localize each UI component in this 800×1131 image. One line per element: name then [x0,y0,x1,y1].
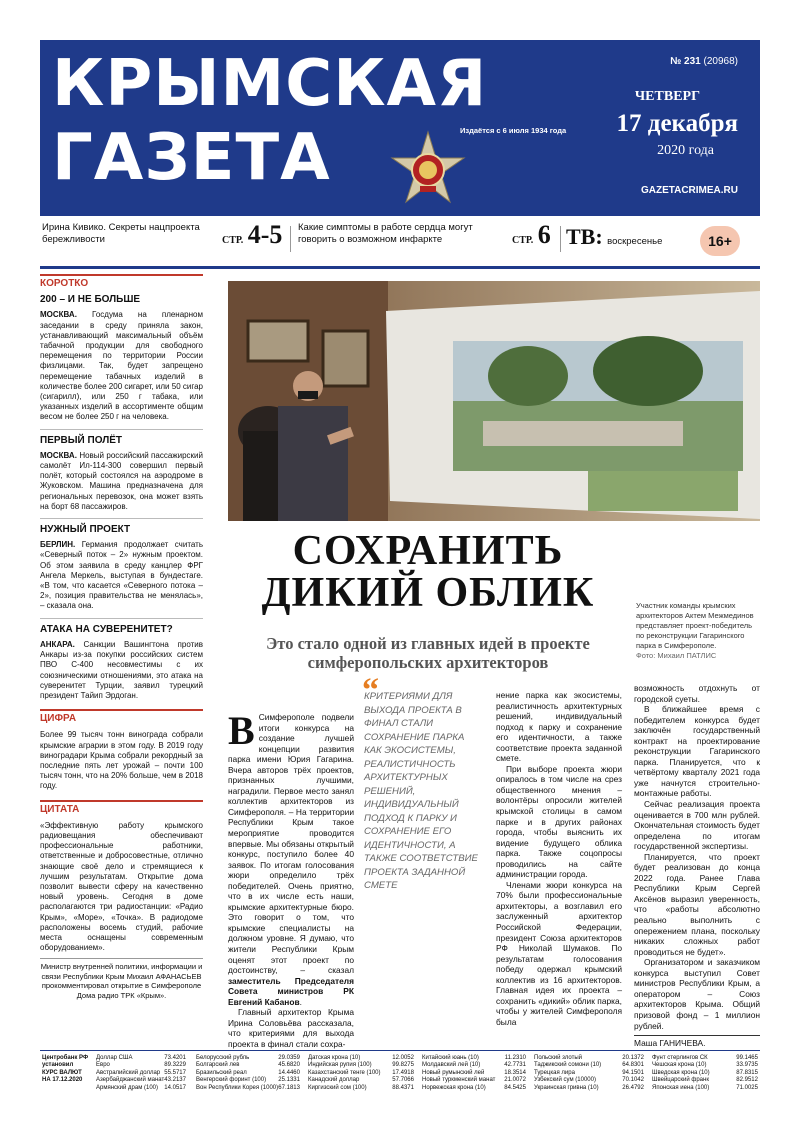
news-title: 200 – И НЕ БОЛЬШЕ [40,294,141,306]
currency-row [96,1077,186,1084]
currency-name: Новый туркменский манат [422,1077,496,1084]
currency-column [96,1055,186,1092]
figure-text: Более 99 тысяч тонн винограда собрали крымские аграрии в этом году. В 2019 году виноградари Крыма собрали рекордный за последние пять лет урожай – почти 100 тысяч тонн, что на 20% больше, чем в 2018 году. [40,730,203,791]
news-text: БЕРЛИН. Германия продолжает считать «Северный поток – 2» нужным проектом. Об этом заявила в среду канцлер ФРГ Ангела Меркель, выступая в бундестаге. «В том, что касается «Северного потока – 2», позиция правительства не менялась», – сказала она. [40,540,203,611]
currency-rate: 14.4460 [278,1069,300,1076]
currency-rate: 89.3229 [164,1062,186,1069]
photo-credit: Фото: Михаил ПАТЛИС [636,651,717,660]
teaser-tv[interactable]: ТВ: воскресенье [566,224,663,249]
currency-name: Швейцарский франк [652,1077,709,1084]
currency-name: Шведская крона (10) [652,1069,710,1076]
currency-rate: 21.0072 [504,1077,526,1084]
currency-name: Таджикский сомони (10) [534,1062,602,1069]
currency-label: Центробанк РФ установил КУРС ВАЛЮТ НА 17.12.2020 [42,1055,89,1084]
currency-name: Чешская крона (10) [652,1062,707,1069]
currency-rate: 26.4792 [622,1084,644,1091]
website-link[interactable]: GAZETACRIMEA.RU [640,185,738,196]
article-column-2: нение парка как экосистемы, реалистичность архитектурных решений, индивидуальный подход к парку и сохранение его идентичности, а также соответствие проекта заданной смете. При выборе проекта жюри опиралось в том числе на срез общественного мнения – волонтёры опросили жителей крымской столицы в самом парке и в других районах города, чтобы выяснить их видение будущего облика парка. Также соцопросы проводились на сайте администрации города. Членами жюри конкурса на 70% были профессиональные архитекторы, а возглавил его заслуженный архитектор Российской Федерации, президент Союза архитекторов РФ Николай Шумаков. По результатам голосования победу одержал крымский коллектив из 16 архитекторов. Главная идея их проекта – сохранить «дикий» облик парка, чтобы у жителей Симферополя была [496,690,622,1027]
divider [290,226,291,252]
currency-rate: 67.1813 [278,1084,300,1091]
currency-name: Датская крона (10) [308,1055,361,1061]
news-text: МОСКВА. Госдума на пленарном заседании в среду приняла закон, устанавливающий максимальный объём табачной продукции для свободного перемещения по территории России физлицами. Так, будет запрещено перемещение табачных изделий в количестве более 200 сигарет, или 50 сигар (сигарилл), или 250 г табака, или указанных изделий в ассортименте общим весом не более 250 г на человека. [40,310,203,422]
divider [40,958,203,959]
currency-rate: 88.4371 [392,1084,414,1091]
teaser-1-text[interactable]: Ирина Кивико. Секреты нацпроекта бережливости [42,222,200,245]
currency-rate: 99.1465 [736,1055,758,1061]
currency-name: Японская иена (100) [652,1084,710,1091]
currency-rate: 17.4918 [392,1069,414,1076]
currency-column [534,1055,644,1092]
currency-rate: 33.9735 [736,1062,758,1069]
masthead-title-line1: КРЫМСКАЯ [52,47,488,121]
lead-photo [228,281,760,521]
currency-row [652,1062,758,1069]
drop-cap: В [228,708,255,753]
currency-name: Бразильский реал [196,1069,247,1076]
currency-name: Вон Республики Корея (1000) [196,1084,279,1091]
currency-rate: 73.4201 [164,1055,186,1061]
masthead-title-line2: ГАЗЕТА [52,121,331,195]
currency-rate: 42.7731 [504,1062,526,1069]
photo-caption: Участник команды крымских архитекторов Актем Межмединов представляет проект-победитель по реконструкции Гагаринского парка в Симферополе. Фото: Михаил ПАТЛИС [636,601,760,661]
divider [40,266,760,269]
age-rating-badge: 16+ [700,226,740,256]
sidebar-news [40,274,203,1034]
order-emblem-icon [388,130,468,210]
masthead-since: Издаётся с 6 июля 1934 года [460,126,567,135]
news-title: НУЖНЫЙ ПРОЕКТ [40,524,131,536]
currency-rate: 25.1331 [278,1077,300,1084]
currency-name: Узбекский сум (10000) [534,1077,596,1084]
currency-name: Венгерский форинт (100) [196,1077,267,1084]
currency-name: Турецкая лира [534,1069,575,1076]
currency-rate: 82.9512 [736,1077,758,1084]
divider [40,429,203,430]
currency-rate: 18.3514 [504,1069,526,1076]
quote-author: Министр внутренней политики, информации и связи Республики Крым Михаил АФАНАСЬЕВ прокомментировал открытие в Симферополе Дома радио ТРК «Крым». [40,962,203,1000]
currency-rate: 87.8315 [736,1069,758,1076]
currency-name: Индийская рупия (100) [308,1062,372,1069]
currency-name: Казахстанский тенге (100) [308,1069,381,1076]
article-column-3: возможность отдохнуть от городской суеты. В ближайшее время с победителем конкурса будет заключён государственный контракт на проектирование реконструкции Гагаринского парка. Планируется, что к четвёртому кварталу 2021 года уже начнутся строительно-монтажные работы. Сейчас реализация проекта оценивается в 700 млн рублей. Окончательная стоимость будет определена по итогам государственной экспертизы. Планируется, что проект будет реализован до конца 2022 года. Ранее Глава Республики Крым Сергей Аксёнов выразил уверенность, что «работы абсолютно реально выполнить с опережением плана, поскольку никаких сложных работ проводиться не будет». Организатором и заказчиком конкурса выступил Совет министров Республики Крым, а оператором – Союз архитекторов Крыма. Общий призовой фонд – 1 миллион рублей. Маша ГАНИЧЕВА. [634,683,760,1049]
currency-name: Болгарский лев [196,1062,240,1069]
currency-row [652,1085,758,1092]
currency-rate: 45.6820 [278,1062,300,1069]
currency-rate: 70.1042 [622,1077,644,1084]
currency-column [652,1055,758,1092]
quote-mark-icon: “ [362,672,379,709]
currency-row [196,1077,300,1084]
teaser-strip [40,218,760,266]
currency-rate: 14.0517 [164,1084,186,1091]
currency-rate: 99.8275 [392,1062,414,1069]
currency-rate: 55.5717 [164,1069,186,1076]
masthead [40,40,760,216]
currency-name: Армянский драм (100) [96,1084,158,1091]
currency-row [422,1085,526,1092]
teaser-1-page[interactable]: СТР. 4-5 [222,220,283,249]
currency-row [308,1077,414,1084]
issue-date: 17 декабря [616,110,738,137]
currency-row [96,1062,186,1069]
currency-row [652,1055,758,1062]
currency-row [534,1062,644,1069]
section-header-quote: ЦИТАТА [40,800,203,815]
currency-row [96,1055,186,1062]
currency-name: Белорусский рубль [196,1055,250,1061]
section-header-figure: ЦИФРА [40,709,203,724]
currency-rate: 12.0052 [392,1055,414,1061]
news-text: АНКАРА. Санкции Вашингтона против Анкары из-за покупки российских систем ПВО С-400 несовместимы с их союзническими отношениями, это атака на суверенитет Турции, заявил турецкий президент Тайип Эрдоган. [40,639,203,700]
currency-row [96,1085,186,1092]
currency-column [422,1055,526,1092]
pull-quote: КРИТЕРИЯМИ ДЛЯ ВЫХОДА ПРОЕКТА В ФИНАЛ СТАЛИ СОХРАНЕНИЕ ПАРКА КАК ЭКОСИСТЕМЫ, РЕАЛИСТИЧНОСТЬ АРХИТЕКТУРНЫХ РЕШЕНИЙ, ИНДИВИДУАЛЬНЫЙ ПОДХОД К ПАРКУ И СОХРАНЕНИЕ ЕГО ИДЕНТИЧНОСТИ, А ТАКЖЕ СООТВЕТСТВИЕ ПРОЕКТА ЗАДАННОЙ СМЕТЕ [364,691,478,891]
currency-name: Китайский юань (10) [422,1055,479,1061]
currency-rate: 57.7066 [392,1077,414,1084]
divider [40,518,203,519]
quote-text: «Эффективную работу крымского радиовещания обеспечивают профессиональные работники, ответственные и добросовестные, отлично знающие своё дело и стремящиеся к лучшим результатам. Открытие дома позволит вывести сферу на качественно новый уровень. Сегодня в доме располагаются три радиостанции: «Радио Крым», «Море», «Точка». В радиодоме расположены восемь студий, рабочие места оснащены современным оборудованием». [40,820,203,953]
currency-name: Польский злотый [534,1055,583,1061]
weekday: ЧЕТВЕРГ [634,89,700,104]
main-subhead: Это стало одной из главных идей в проекте симферопольских архитекторов [266,634,590,672]
currency-row [534,1077,644,1084]
currency-name: Австралийский доллар [96,1069,161,1076]
currency-name: Украинская гривна (10) [534,1084,599,1091]
currency-column [196,1055,300,1092]
currency-row [196,1062,300,1069]
currency-row [308,1085,414,1092]
presentation-photo [228,281,760,521]
currency-name: Молдавский лей (10) [422,1062,481,1069]
teaser-2-text[interactable]: Какие симптомы в работе сердца могут говорить о возможном инфаркте [298,222,473,245]
currency-name: Норвежская крона (10) [422,1084,486,1091]
currency-row [534,1085,644,1092]
currency-rate: 11.2310 [504,1055,526,1061]
divider [40,618,203,619]
currency-name: Доллар США [96,1055,133,1061]
currency-row [308,1062,414,1069]
currency-row [422,1077,526,1084]
news-title: ПЕРВЫЙ ПОЛЁТ [40,434,123,446]
currency-column [308,1055,414,1092]
teaser-2-page[interactable]: СТР. 6 [512,220,551,249]
main-headline: СОХРАНИТЬ ДИКИЙ ОБЛИК [261,528,595,616]
divider [560,226,561,252]
currency-rate: 64.8301 [622,1062,644,1069]
currency-name: Новый румынский лей [422,1069,485,1076]
news-title: АТАКА НА СУВЕРЕНИТЕТ? [40,623,173,635]
currency-name: Евро [96,1062,110,1069]
article-column-1: В Симферополе подвели итоги конкурса на создание лучшей концепции развития парка имени Юрия Гагарина. Вчера авторов трёх проектов, признанных лучшими, наградили. Первое место занял коллектив архитекторов из Симферополя. – На территории Республики Крым такое мероприятие проводится впервые. Мы обязаны открытый конкурс, поступило более 40 заявок. По итогам голосования жюри определило трёх победителей. Очень приятно, что в их числе есть наши, крымские архитектурные бюро. Это говорит о том, что крымские специалисты на должном уровне. Я думаю, что жители Республики Крым оценят этот проект по достоинству, – сказал заместитель Председателя Совета министров РК Евгений Кабанов. Главный архитектор Крыма Ирина Соловьёва рассказала, что критериями для выхода проекта в финал стали сохра- [228,708,355,1049]
currency-rate: 20.1372 [622,1055,644,1061]
currency-name: Фунт стерлингов СК [652,1055,708,1061]
news-text: МОСКВА. Новый российский пассажирский самолёт Ил-114-300 совершил первый полёт, который состоялся на аэродроме в Жуковском. Машина предназначена для региональных перевозок, она может взять на борт 68 пассажиров. [40,450,203,511]
currency-rate: 43.2137 [164,1077,186,1084]
issue-number: № 231 (20968) [670,56,738,67]
currency-name: Азербайджанский манат [96,1077,165,1084]
currency-rate: 84.5425 [504,1084,526,1091]
currency-name: Канадский доллар [308,1077,360,1084]
currency-rate: 29.0359 [278,1055,300,1061]
currency-rates [40,1050,760,1092]
currency-rate: 71.0025 [736,1084,758,1091]
currency-rate: 94.1501 [622,1069,644,1076]
currency-name: Киргизский сом (100) [308,1084,367,1091]
article-signature: Маша ГАНИЧЕВА. [634,1035,760,1049]
currency-row [652,1077,758,1084]
currency-row [422,1062,526,1069]
issue-year: 2020 года [657,143,714,158]
section-header-briefly: КОРОТКО [40,274,203,289]
currency-row [196,1085,300,1092]
